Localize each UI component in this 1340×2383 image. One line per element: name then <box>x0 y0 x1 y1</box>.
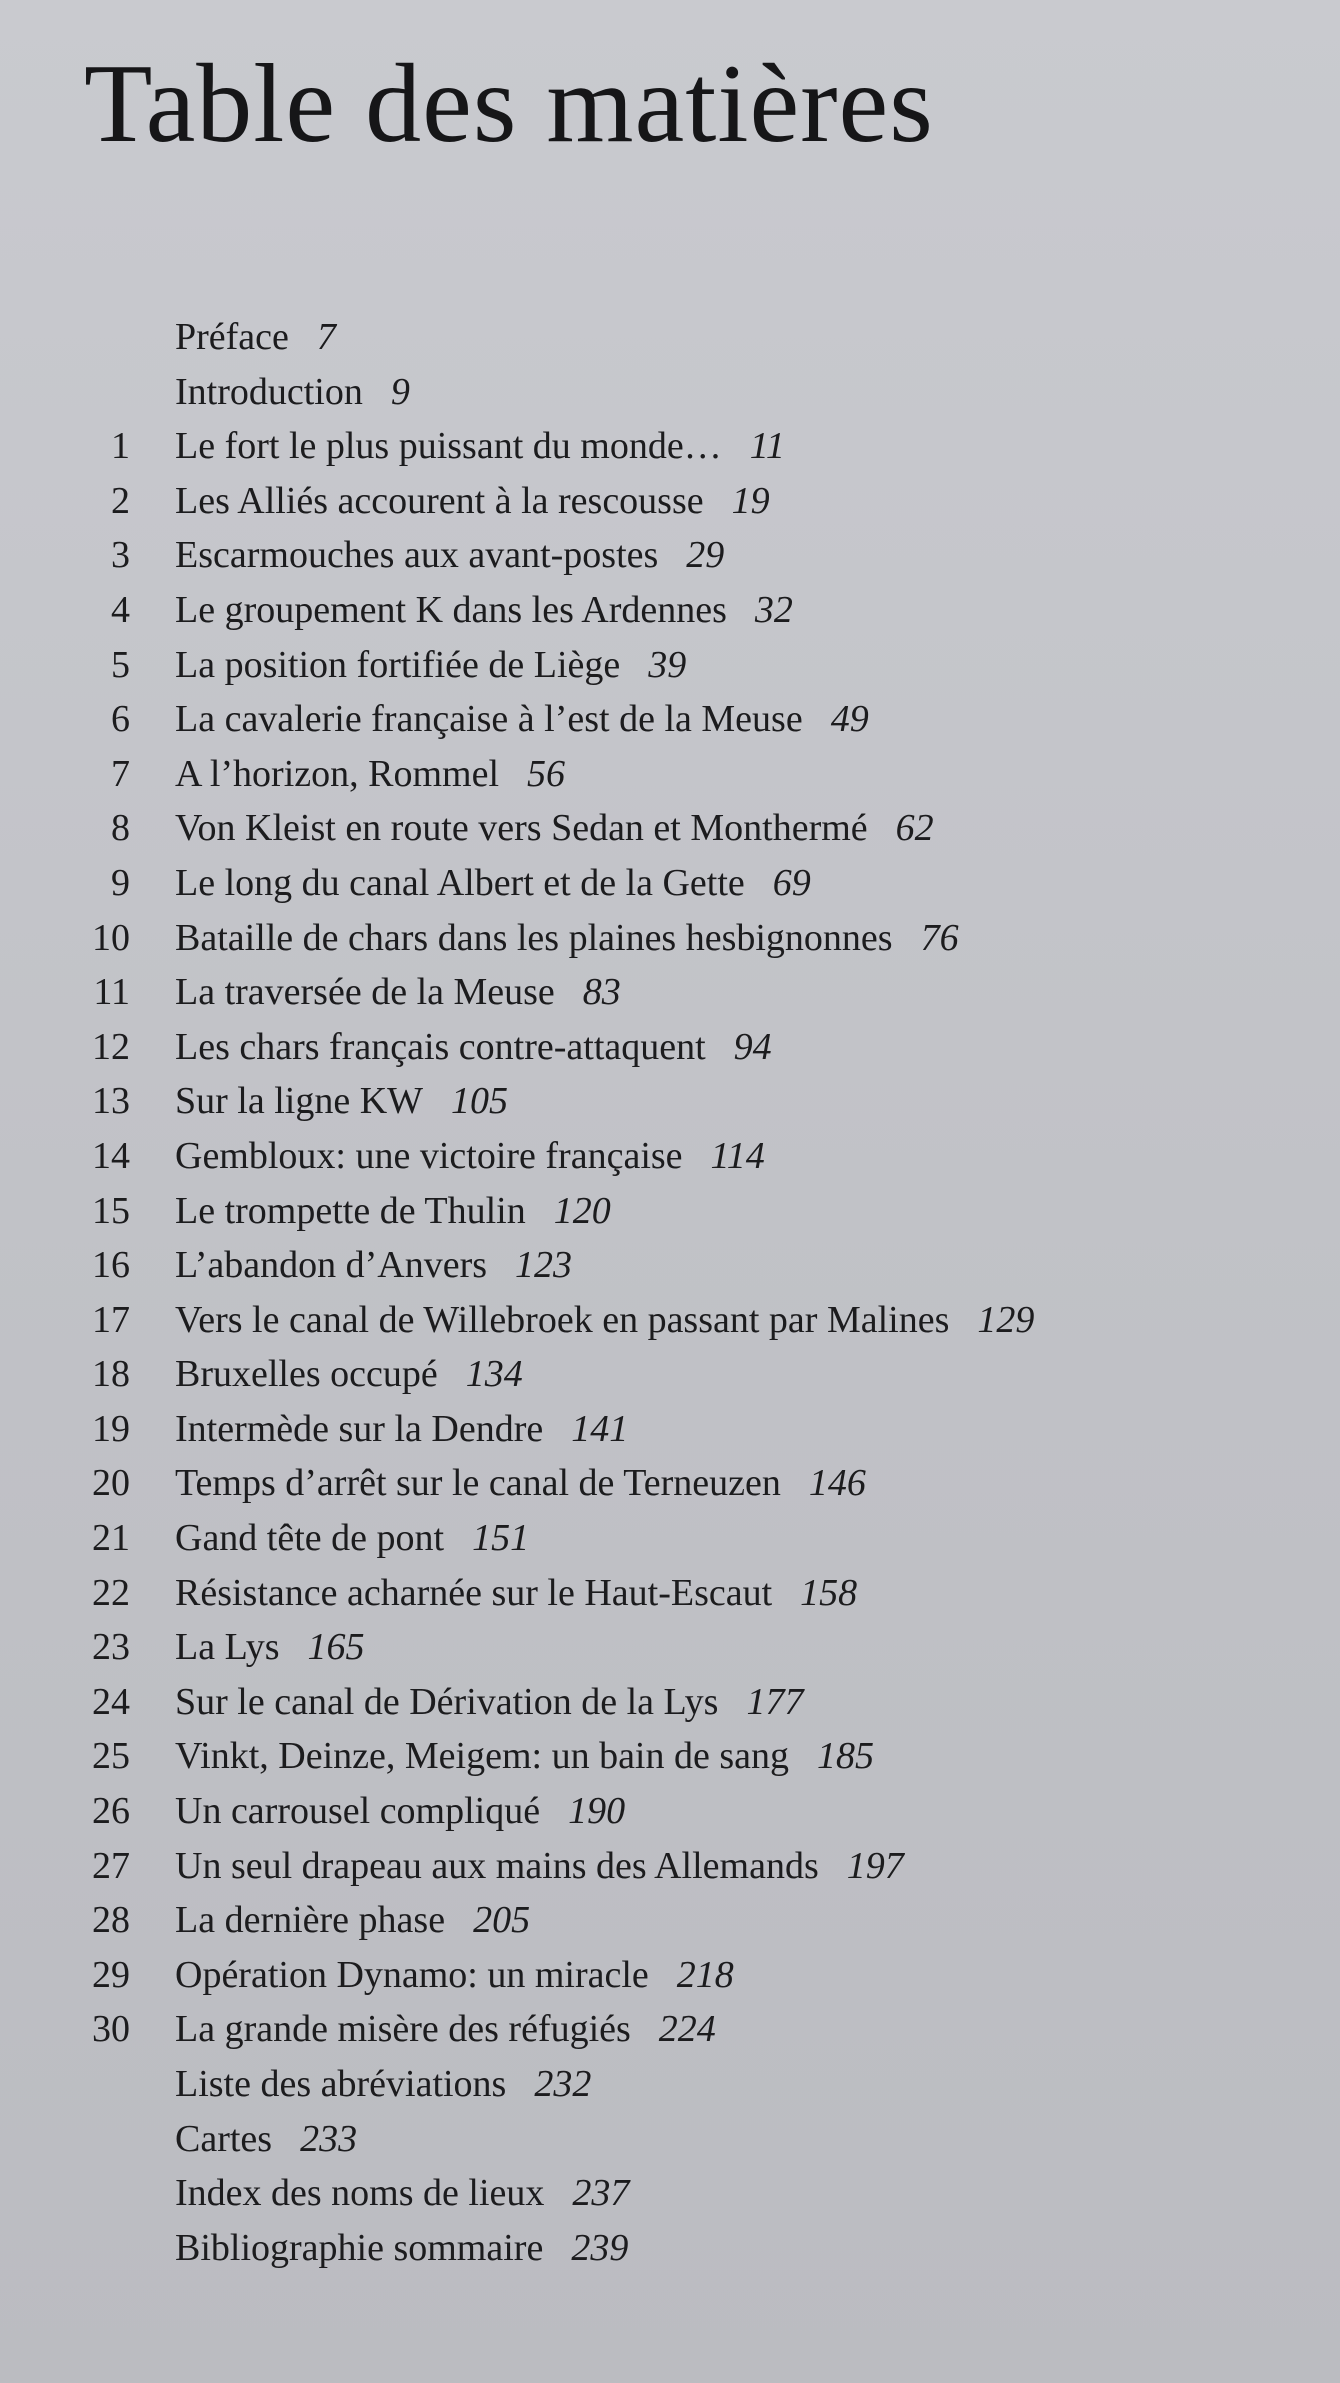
chapter-title: Le long du canal Albert et de la Gette <box>175 861 745 904</box>
chapter-number: 8 <box>111 807 130 850</box>
chapter-title-line <box>175 2166 629 2221</box>
chapter-title: Bibliographie sommaire <box>175 2226 544 2269</box>
chapter-number: 15 <box>92 1189 130 1232</box>
toc-entry <box>0 1293 1340 1348</box>
chapter-title-line <box>175 856 811 911</box>
chapter-number: 25 <box>92 1735 130 1778</box>
chapter-title-line <box>175 2057 591 2112</box>
chapter-title: Un seul drapeau aux mains des Allemands <box>175 1844 819 1887</box>
chapter-title: Index des noms de lieux <box>175 2172 545 2215</box>
toc-entry <box>0 856 1340 911</box>
chapter-number: 27 <box>92 1844 130 1887</box>
chapter-title: La Lys <box>175 1626 280 1669</box>
page-number: 177 <box>746 1680 804 1723</box>
toc-entry <box>0 2112 1340 2167</box>
page-number: 94 <box>733 1025 772 1068</box>
chapter-title-line <box>175 474 770 529</box>
chapter-title: Bataille de chars dans les plaines hesbignonnes <box>175 916 893 959</box>
toc-entry <box>0 965 1340 1020</box>
chapter-title-line <box>175 1839 904 1894</box>
chapter-title-line <box>175 1402 628 1457</box>
page-number: 105 <box>451 1080 509 1123</box>
chapter-title-line <box>175 801 934 856</box>
chapter-title: Introduction <box>175 370 363 413</box>
chapter-title: Temps d’arrêt sur le canal de Terneuzen <box>175 1462 781 1505</box>
chapter-number: 26 <box>92 1790 130 1833</box>
chapter-number: 1 <box>111 425 130 468</box>
chapter-number: 16 <box>92 1244 130 1287</box>
toc-entry <box>0 1074 1340 1129</box>
page-number: 9 <box>390 370 410 413</box>
page-number: 134 <box>465 1353 523 1396</box>
chapter-number: 13 <box>92 1080 130 1123</box>
chapter-title: Bruxelles occupé <box>175 1353 438 1396</box>
chapter-title: Le fort le plus puissant du monde… <box>175 425 722 468</box>
chapter-title-line <box>175 419 785 474</box>
chapter-title-line <box>175 1729 874 1784</box>
chapter-number: 21 <box>92 1517 130 1560</box>
chapter-title: Opération Dynamo: un miracle <box>175 1953 649 1996</box>
page-number: 205 <box>473 1899 531 1942</box>
chapter-title: Le groupement K dans les Ardennes <box>175 588 727 631</box>
chapter-number: 30 <box>92 2008 130 2051</box>
chapter-title: La dernière phase <box>175 1899 446 1942</box>
toc-entry <box>0 310 1340 365</box>
toc-entry <box>0 1456 1340 1511</box>
page-number: 185 <box>817 1735 875 1778</box>
chapter-title-line <box>175 1784 625 1839</box>
chapter-title-line <box>175 2002 716 2057</box>
chapter-number: 11 <box>93 971 130 1014</box>
chapter-title-line <box>175 1893 530 1948</box>
chapter-number: 12 <box>92 1025 130 1068</box>
toc-entry <box>0 2221 1340 2276</box>
chapter-title: Les chars français contre-attaquent <box>175 1025 706 1068</box>
chapter-title: La cavalerie française à l’est de la Meuse <box>175 698 803 741</box>
table-of-contents <box>0 310 1340 2275</box>
chapter-title: Vinkt, Deinze, Meigem: un bain de sang <box>175 1735 790 1778</box>
chapter-number: 6 <box>111 698 130 741</box>
toc-entry <box>0 2002 1340 2057</box>
toc-entry <box>0 474 1340 529</box>
chapter-number: 29 <box>92 1953 130 1996</box>
toc-entry <box>0 1020 1340 1075</box>
chapter-title: Escarmouches aux avant-postes <box>175 534 659 577</box>
chapter-title: La grande misère des réfugiés <box>175 2008 631 2051</box>
page-number: 158 <box>800 1571 858 1614</box>
chapter-number: 18 <box>92 1353 130 1396</box>
chapter-number: 2 <box>111 479 130 522</box>
page-number: 39 <box>648 643 687 686</box>
chapter-number: 24 <box>92 1680 130 1723</box>
chapter-title: Vers le canal de Willebroek en passant par Malines <box>175 1298 950 1341</box>
page-number: 224 <box>658 2008 716 2051</box>
chapter-title: Les Alliés accourent à la rescousse <box>175 479 704 522</box>
page-number: 141 <box>571 1407 629 1450</box>
chapter-title: Cartes <box>175 2117 273 2160</box>
toc-entry <box>0 1729 1340 1784</box>
page-number: 123 <box>515 1244 573 1287</box>
chapter-title-line <box>175 1566 857 1621</box>
page-number: 237 <box>572 2172 630 2215</box>
page-number: 76 <box>920 916 959 959</box>
chapter-title: Un carrousel compliqué <box>175 1790 541 1833</box>
chapter-title: Gembloux: une victoire française <box>175 1134 683 1177</box>
chapter-title-line <box>175 1456 866 1511</box>
page-number: 32 <box>754 588 793 631</box>
page-title: Table des matières <box>84 42 934 166</box>
page-number: 19 <box>731 479 770 522</box>
chapter-number: 3 <box>111 534 130 577</box>
page-number: 62 <box>895 807 934 850</box>
chapter-title-line <box>175 1620 364 1675</box>
page-number: 190 <box>568 1790 626 1833</box>
toc-entry <box>0 1184 1340 1239</box>
chapter-title-line <box>175 1074 508 1129</box>
page-number: 120 <box>553 1189 611 1232</box>
chapter-title-line <box>175 1948 734 2003</box>
chapter-title: L’abandon d’Anvers <box>175 1244 488 1287</box>
page-number: 114 <box>710 1134 765 1177</box>
chapter-title-line <box>175 2221 628 2276</box>
chapter-title: Préface <box>175 316 289 358</box>
chapter-number: 23 <box>92 1626 130 1669</box>
toc-entry <box>0 1675 1340 1730</box>
chapter-title: A l’horizon, Rommel <box>175 752 500 795</box>
toc-entry <box>0 1566 1340 1621</box>
page-number: 218 <box>676 1953 734 1996</box>
chapter-title: Le trompette de Thulin <box>175 1189 526 1232</box>
chapter-title-line <box>175 1511 529 1566</box>
page-number: 146 <box>808 1462 866 1505</box>
toc-entry <box>0 911 1340 966</box>
chapter-title-line <box>175 965 621 1020</box>
toc-entry <box>0 528 1340 583</box>
chapter-number: 10 <box>92 916 130 959</box>
page-number: 232 <box>534 2063 592 2105</box>
page-number: 29 <box>686 534 725 577</box>
chapter-title-line <box>175 1675 803 1730</box>
chapter-title-line <box>175 1293 1034 1348</box>
chapter-title-line <box>175 1020 772 1075</box>
chapter-title-line <box>175 365 410 420</box>
chapter-title: Sur la ligne KW <box>175 1080 424 1123</box>
chapter-number: 7 <box>111 752 130 795</box>
page-number: 69 <box>772 861 811 904</box>
toc-entry <box>0 692 1340 747</box>
page-number: 129 <box>977 1298 1035 1341</box>
toc-entry <box>0 638 1340 693</box>
chapter-title: La traversée de la Meuse <box>175 971 555 1014</box>
chapter-title: Von Kleist en route vers Sedan et Monthermé <box>175 807 868 850</box>
chapter-title: Sur le canal de Dérivation de la Lys <box>175 1680 719 1723</box>
page-number: 56 <box>527 752 566 795</box>
page-number: 233 <box>300 2117 358 2160</box>
page-number: 239 <box>571 2226 629 2269</box>
chapter-number: 5 <box>111 643 130 686</box>
chapter-title-line <box>175 747 565 802</box>
chapter-title-line <box>175 638 686 693</box>
page-number: 83 <box>582 971 621 1014</box>
chapter-title: La position fortifiée de Liège <box>175 643 621 686</box>
toc-entry <box>0 747 1340 802</box>
chapter-title-line <box>175 2112 357 2167</box>
toc-entry <box>0 801 1340 856</box>
chapter-title-line <box>175 1238 572 1293</box>
chapter-number: 17 <box>92 1298 130 1341</box>
toc-entry <box>0 1238 1340 1293</box>
chapter-title-line <box>175 528 724 583</box>
toc-entry <box>0 583 1340 638</box>
chapter-number: 20 <box>92 1462 130 1505</box>
toc-entry <box>0 1784 1340 1839</box>
chapter-title: Intermède sur la Dendre <box>175 1407 544 1450</box>
chapter-number: 14 <box>92 1134 130 1177</box>
page-number: 49 <box>830 698 869 741</box>
toc-entry <box>0 1620 1340 1675</box>
chapter-title-line <box>175 583 793 638</box>
chapter-title-line <box>175 310 336 365</box>
toc-entry <box>0 1511 1340 1566</box>
chapter-number: 19 <box>92 1407 130 1450</box>
chapter-number: 22 <box>92 1571 130 1614</box>
chapter-title-line <box>175 1347 523 1402</box>
chapter-title-line <box>175 1184 611 1239</box>
chapter-title: Liste des abréviations <box>175 2063 507 2105</box>
page-number: 165 <box>307 1626 365 1669</box>
chapter-title-line <box>175 911 959 966</box>
page-number: 11 <box>749 425 785 468</box>
toc-entry <box>0 1129 1340 1184</box>
chapter-title-line <box>175 692 869 747</box>
page-number: 151 <box>472 1517 530 1560</box>
chapter-number: 28 <box>92 1899 130 1942</box>
page-number: 7 <box>316 316 336 358</box>
chapter-title: Gand tête de pont <box>175 1517 445 1560</box>
toc-entry <box>0 365 1340 420</box>
chapter-title-line <box>175 1129 765 1184</box>
page-number: 197 <box>846 1844 904 1887</box>
chapter-title: Résistance acharnée sur le Haut-Escaut <box>175 1571 773 1614</box>
toc-entry <box>0 2166 1340 2221</box>
toc-entry <box>0 1347 1340 1402</box>
chapter-number: 4 <box>111 588 130 631</box>
toc-entry <box>0 1839 1340 1894</box>
chapter-number: 9 <box>111 861 130 904</box>
toc-entry <box>0 2057 1340 2112</box>
toc-entry <box>0 1893 1340 1948</box>
toc-entry <box>0 419 1340 474</box>
toc-entry <box>0 1948 1340 2003</box>
toc-entry <box>0 1402 1340 1457</box>
